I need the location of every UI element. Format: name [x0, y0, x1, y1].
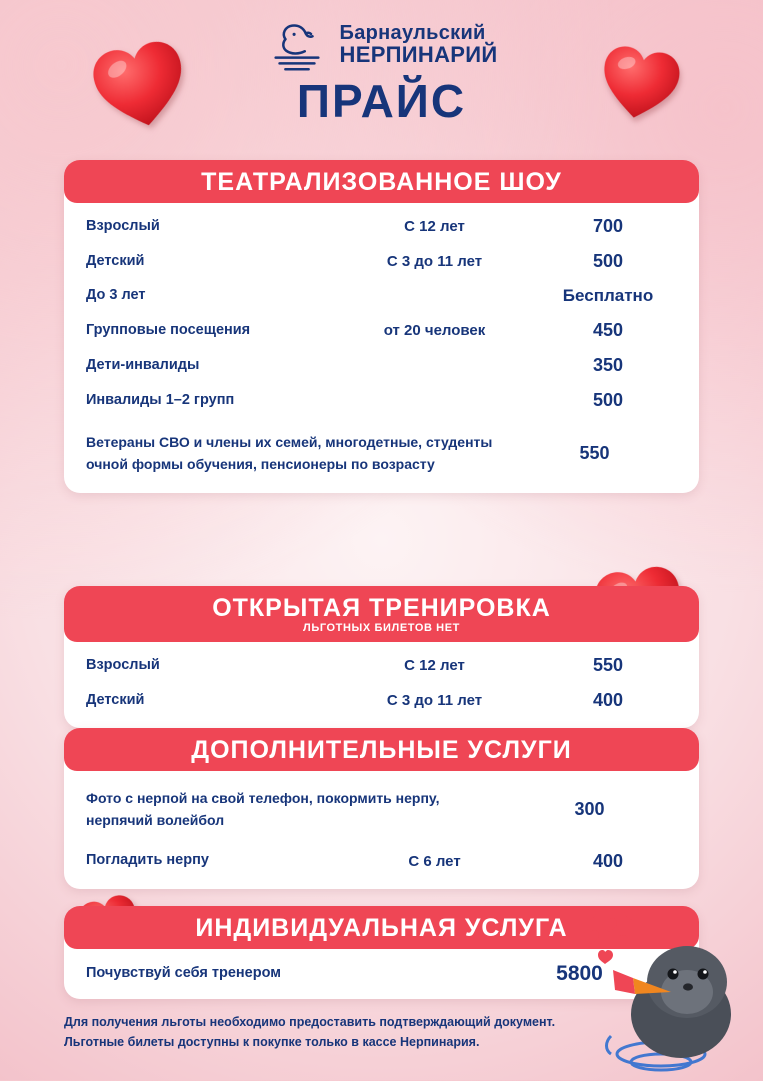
row-condition: С 3 до 11 лет	[386, 253, 483, 271]
row-price: 500	[592, 251, 624, 272]
row-price: 550	[579, 443, 610, 464]
table-row	[64, 648, 699, 683]
section-title: ТЕАТРАЛИЗОВАННОЕ ШОУ	[201, 168, 562, 196]
row-name: Ветераны СВО и члены их семей, многодетные, студенты очной формы обучения, пенсионеры по возрасту	[86, 434, 493, 472]
row-price: Бесплатно	[562, 286, 654, 306]
table-row	[64, 839, 699, 879]
seal-mascot-icon	[575, 886, 755, 1076]
table-row	[64, 313, 699, 348]
row-price: 400	[592, 690, 624, 711]
section-training	[64, 586, 699, 728]
row-price: 550	[592, 655, 624, 676]
row-name: Почувствуй себя тренером	[86, 965, 281, 982]
row-price: 350	[592, 355, 624, 376]
brand-text	[340, 23, 498, 67]
section-extra	[64, 728, 699, 889]
table-row	[64, 383, 699, 418]
table-row	[64, 683, 699, 718]
section-header	[64, 728, 699, 771]
row-name: Групповые посещения	[86, 321, 251, 338]
footer-line-2: Льготные билеты доступны к покупке только в кассе Нерпинария.	[64, 1035, 480, 1049]
table-row	[64, 279, 699, 313]
table-row	[64, 209, 699, 244]
heart-icon	[593, 35, 688, 128]
table-row	[64, 348, 699, 383]
row-name: Фото с нерпой на свой телефон, покормить нерпу, нерпячий волейбол	[86, 790, 440, 828]
page-title: ПРАЙС	[296, 75, 467, 127]
row-name: Погладить нерпу	[86, 852, 209, 869]
heart-icon	[83, 29, 196, 139]
brand-line2: НЕРПИНАРИЙ	[339, 41, 498, 67]
row-price: 500	[592, 390, 624, 411]
row-name: Дети-инвалиды	[86, 356, 200, 373]
row-condition: С 6 лет	[408, 852, 461, 870]
row-condition: С 3 до 11 лет	[386, 692, 483, 710]
section-title: ДОПОЛНИТЕЛЬНЫЕ УСЛУГИ	[191, 736, 572, 764]
section-header	[64, 160, 699, 203]
row-price: 700	[592, 216, 624, 237]
row-price: 450	[592, 320, 624, 341]
row-condition: от 20 человек	[383, 322, 486, 340]
row-condition: С 12 лет	[404, 218, 465, 236]
row-name: Инвалиды 1–2 групп	[86, 391, 235, 408]
footer-line-1: Для получения льготы необходимо предоставить подтверждающий документ.	[64, 1015, 556, 1029]
section-rows	[64, 771, 699, 888]
row-name: До 3 лет	[86, 287, 146, 304]
table-row	[64, 418, 699, 482]
row-name: Детский	[86, 252, 145, 269]
seal-logo-icon	[266, 14, 328, 76]
section-show	[64, 160, 699, 493]
table-row	[64, 244, 699, 279]
row-name: Взрослый	[86, 217, 160, 234]
row-price: 300	[574, 799, 605, 820]
brand-line1: Барнаульский	[339, 22, 486, 45]
row-price: 5800	[556, 962, 603, 986]
table-row	[64, 777, 699, 838]
row-name: Взрослый	[86, 656, 160, 673]
section-rows	[64, 642, 699, 728]
row-name: Детский	[86, 691, 145, 708]
section-rows	[64, 203, 699, 492]
row-price: 400	[592, 850, 624, 871]
section-title: ОТКРЫТАЯ ТРЕНИРОВКА	[212, 594, 551, 622]
row-condition: С 12 лет	[404, 657, 465, 675]
section-header	[64, 586, 699, 642]
section-title: ИНДИВИДУАЛЬНАЯ УСЛУГА	[195, 914, 568, 942]
section-subtitle: ЛЬГОТНЫХ БИЛЕТОВ НЕТ	[303, 622, 460, 635]
